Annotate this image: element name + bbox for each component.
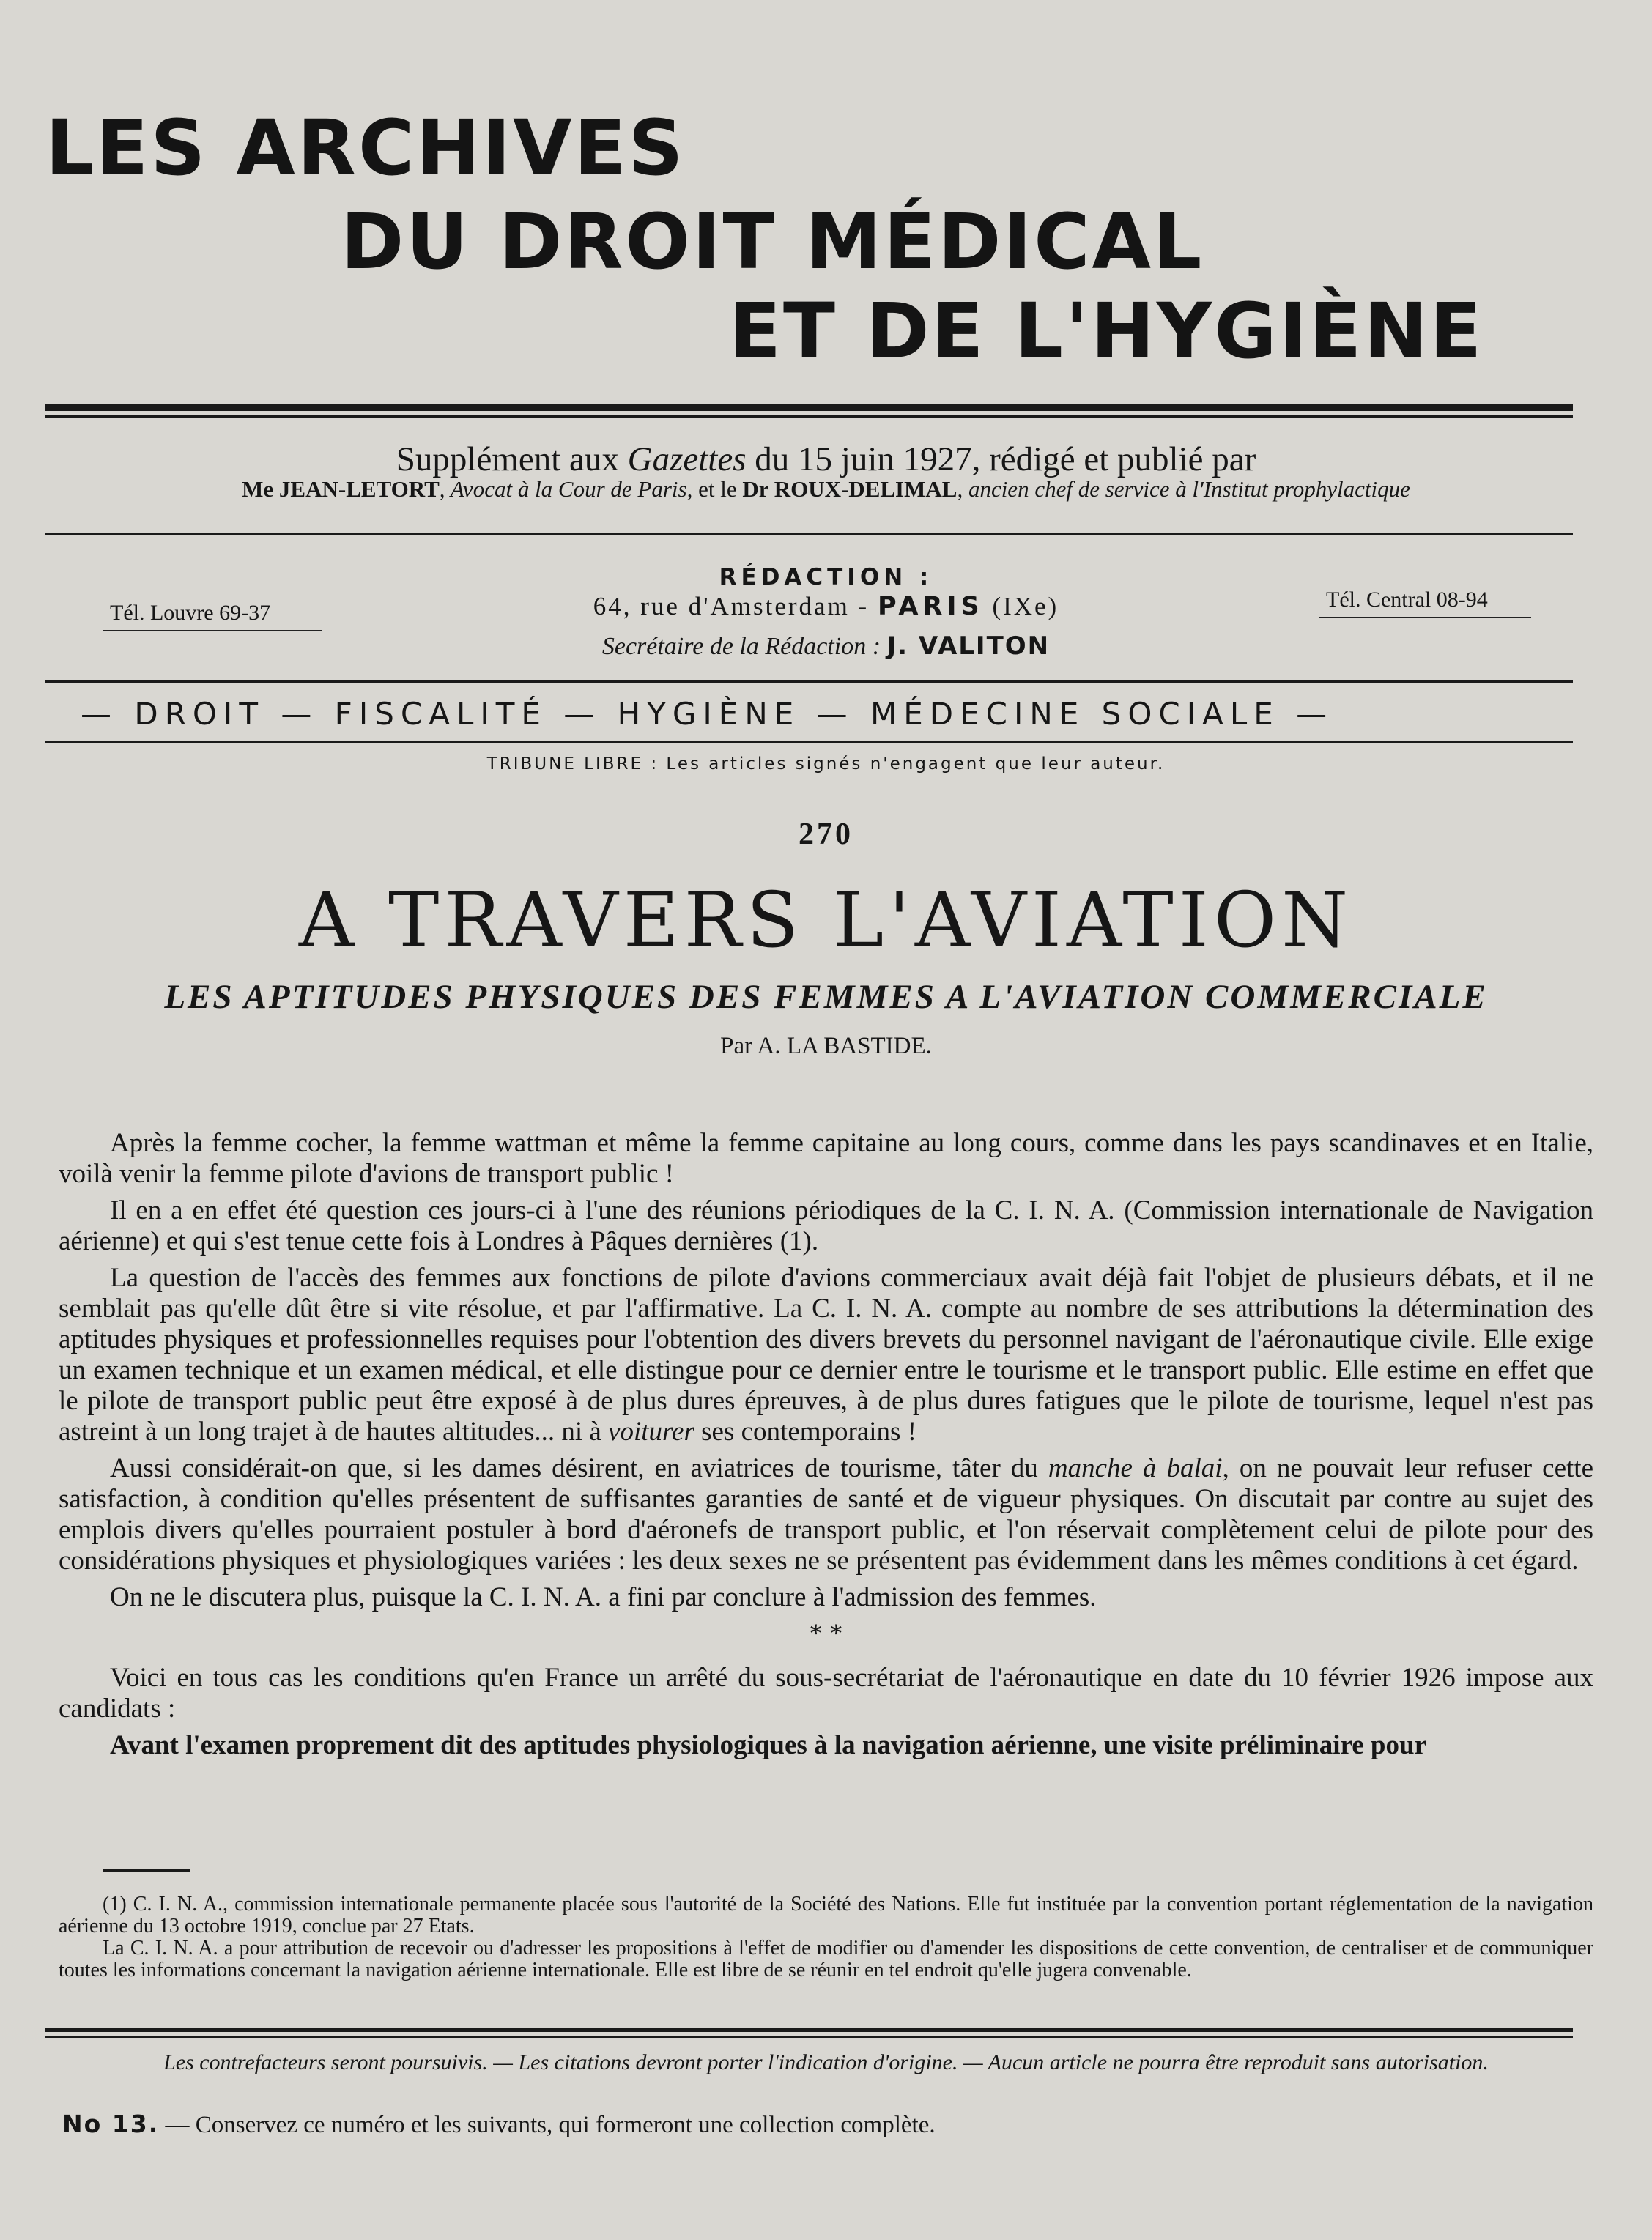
editors-rule	[45, 533, 1573, 535]
masthead-rule-thick	[45, 404, 1573, 411]
editor2-name: ROUX-DELIMAL	[774, 476, 958, 502]
footnote-1: (1) C. I. N. A., commission internationale permanente placée sous l'autorité de la Société des Nations. Elle fut instituée par la convention portant réglementation de la navigation aérienne du 13 octobre 1919, conclue par 27 Etats.	[59, 1893, 1593, 1937]
editor2-role: , ancien chef de service à l'Institut prophylactique	[957, 476, 1410, 502]
secretary-line	[0, 631, 1652, 661]
paragraph-3	[59, 1263, 1593, 1447]
paragraph-3-end: ses contemporains !	[694, 1417, 917, 1447]
masthead-rule-thin	[45, 415, 1573, 418]
paragraph-2: Il en a en effet été question ces jours-ci à l'une des réunions périodiques de la C. I. N. A. (Commission internationale de Navigation aérienne) et qui s'est tenue cette fois à Londres à Pâques dernières (1).	[59, 1195, 1593, 1256]
telephone-right-underline	[1319, 617, 1531, 618]
footer-rule-thick	[45, 2028, 1573, 2032]
paragraph-7: Avant l'examen proprement dit des aptitudes physiologiques à la navigation aérienne, une visite préliminaire pour	[110, 1730, 1426, 1760]
paragraph-1: Après la femme cocher, la femme wattman et même la femme capitaine au long cours, comme dans les pays scandinaves et en Italie, voilà venir la femme pilote d'avions de transport public !	[59, 1128, 1593, 1189]
supplement-gazettes: Gazettes	[627, 440, 747, 478]
supplement-suffix: du 15 juin 1927, rédigé et publié par	[746, 440, 1256, 478]
banner-rule-top	[45, 680, 1573, 683]
tribune-notice: TRIBUNE LIBRE : Les articles signés n'engagent que leur auteur.	[486, 754, 1166, 774]
issue-number: No 13.	[62, 2110, 160, 2138]
paragraph-4-text: Aussi considérait-on que, si les dames désirent, en aviatrices de tourisme, tâter du	[110, 1453, 1048, 1483]
footer-rule-thin	[45, 2036, 1573, 2038]
copyright-warning: Les contrefacteurs seront poursuivis. — Les citations devront porter l'indication d'origine. — Aucun article ne pourra être reproduit sans autorisation.	[163, 2050, 1489, 2074]
supplement-prefix: Supplément aux	[396, 440, 628, 478]
footnotes	[59, 1894, 1593, 1981]
paragraph-4-end: , on ne pouvait leur refuser cette satisfaction, à condition qu'elles présentent de suffisantes garanties de santé et de vigueur physiques. On discutait par contre au sujet des emplois divers qu'elles pourraient postuler à bord d'aéronefs de transport public, et l'on réservait complètement celui de pilote pour des considérations physiques et physiologiques variées : les deux sexes ne se présentent pas évidemment dans les mêmes conditions à cet égard.	[59, 1453, 1593, 1576]
article-number: 270	[799, 817, 853, 851]
address-city: PARIS	[877, 592, 984, 621]
address-street: 64, rue d'Amsterdam -	[593, 592, 878, 620]
footnote-2: La C. I. N. A. a pour attribution de recevoir ou d'adresser les propositions à l'effet de modifier ou d'amender les dispositions de cette convention, de centraliser et de communiquer toutes les informations concernant la navigation aérienne internationale. Elle est libre de se réunir en tel endroit qu'elle jugera convenable.	[59, 1937, 1593, 1981]
article-body	[59, 1128, 1593, 1767]
paragraph-6: Voici en tous cas les conditions qu'en France un arrêté du sous-secrétariat de l'aéronautique en date du 10 février 1926 impose aux candidats :	[59, 1663, 1593, 1724]
masthead-line-1: LES ARCHIVES	[45, 103, 686, 193]
editors-line	[0, 476, 1652, 502]
secretary-name: J. VALITON	[886, 631, 1051, 661]
paragraph-3-italic: voiturer	[608, 1417, 694, 1447]
editor1-role: , Avocat à la Cour de Paris,	[439, 476, 693, 502]
redaction-title: RÉDACTION :	[719, 564, 933, 590]
topics-banner: — DROIT — FISCALITÉ — HYGIÈNE — MÉDECINE SOCIALE —	[81, 696, 1334, 732]
telephone-left: Tél. Louvre 69-37	[110, 601, 271, 625]
footnote-rule	[103, 1869, 190, 1872]
issue-line	[62, 2110, 936, 2139]
paragraph-4-italic: manche à balai	[1048, 1453, 1223, 1483]
paragraph-4	[59, 1453, 1593, 1576]
paragraph-5: On ne le discutera plus, puisque la C. I. N. A. a fini par conclure à l'admission des femmes.	[110, 1582, 1097, 1612]
banner-rule-bottom	[45, 741, 1573, 743]
secretary-label: Secrétaire de la Rédaction :	[601, 633, 887, 660]
telephone-right: Tél. Central 08-94	[1326, 587, 1488, 612]
issue-text: — Conservez ce numéro et les suivants, qui formeront une collection complète.	[159, 2112, 936, 2138]
article-title: A TRAVERS L'AVIATION	[298, 875, 1354, 965]
section-separator: * *	[809, 1619, 843, 1649]
editor2-title: Dr	[742, 476, 774, 502]
editors-joiner: et le	[692, 476, 743, 502]
masthead-line-3: ET DE L'HYGIÈNE	[729, 286, 1484, 376]
paragraph-3-text: La question de l'accès des femmes aux fonctions de pilote d'avions commerciaux avait déjà fait l'objet de plusieurs débats, et il ne semblait pas qu'elle dût être si vite résolue, et par l'affirmative. La C. I. N. A. compte au nombre de ses attributions la détermination des aptitudes physiques et professionnelles requises pour l'obtention des divers brevets du personnel navigant de l'aéronautique civile. Elle exige un examen technique et un examen médical, et elle distingue pour ce dernier entre le tourisme et le transport public. Elle estime en effet que le pilote de transport public peut être exposé à de plus dures épreuves, à de plus dures fatigues que le pilote de tourisme, lequel n'est pas astreint à un long trajet à de hautes altitudes... ni à	[59, 1263, 1593, 1447]
article-subtitle: LES APTITUDES PHYSIQUES DES FEMMES A L'AVIATION COMMERCIALE	[164, 978, 1488, 1016]
supplement-line	[0, 440, 1652, 479]
editor1-title: Me	[242, 476, 279, 502]
article-byline: Par A. LA BASTIDE.	[720, 1033, 932, 1059]
address-arrondissement: (IXe)	[983, 592, 1059, 620]
editor1-name: JEAN-LETORT	[278, 476, 440, 502]
masthead-line-2: DU DROIT MÉDICAL	[341, 197, 1204, 286]
